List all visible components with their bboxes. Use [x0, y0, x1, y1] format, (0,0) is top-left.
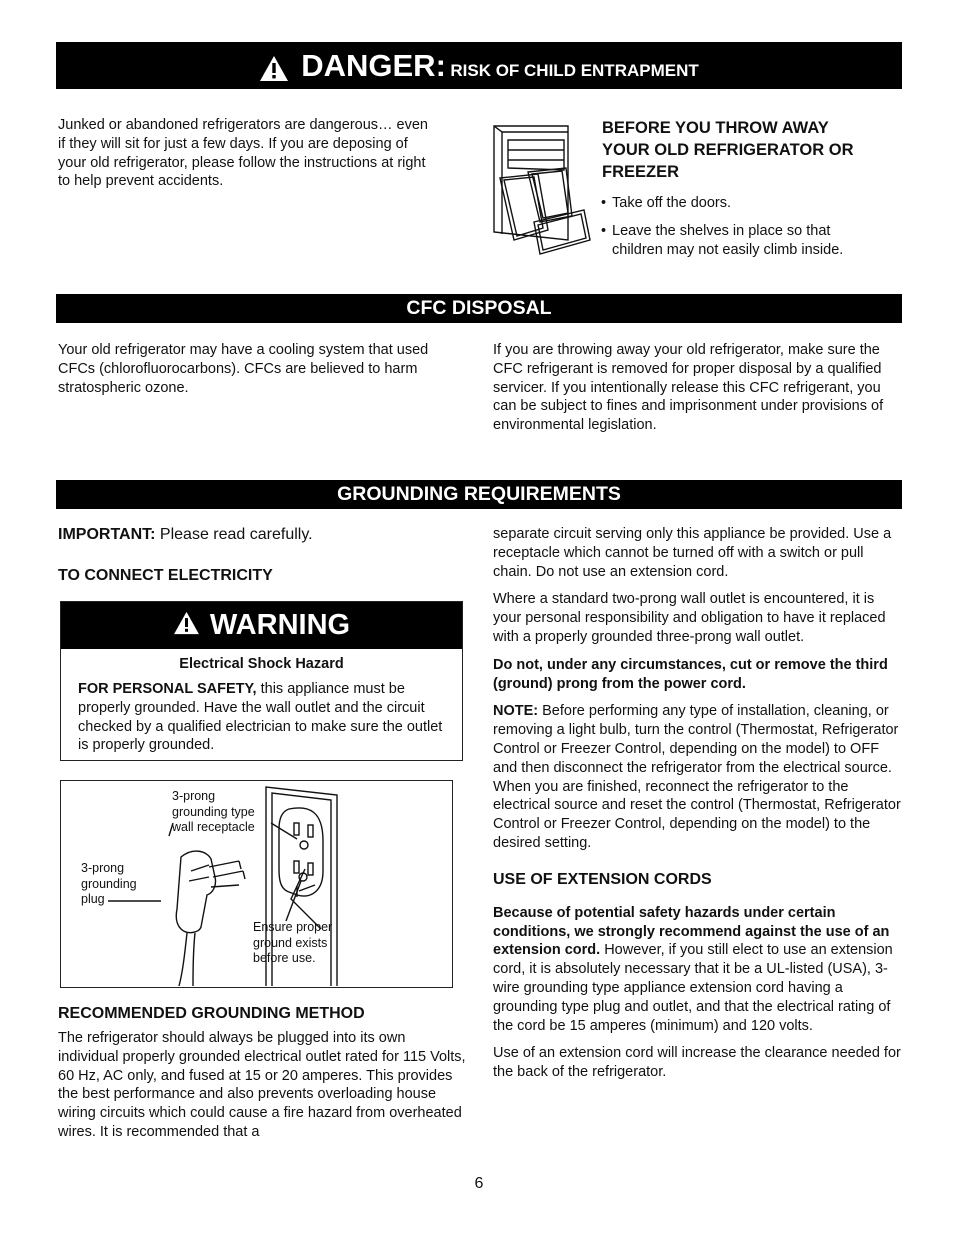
warning-header [61, 602, 462, 649]
warning-text: this appliance must be properly grounded. Have the wall outlet and the circuit checked by a qualified electrician to make sure the outlet is properly grounded. [78, 681, 443, 754]
extension-cords-paragraph [493, 904, 903, 1036]
refrigerator-illustration [488, 122, 592, 258]
danger-intro: Junked or abandoned refrigerators are dangerous… even if they will sit for just a few days. If you are deposing of your old refrigerator, please follow the instructions at right to help prevent accidents. [58, 117, 428, 190]
instruction-leave-shelves: • Leave the shelves in place so that children may not easily climb inside. [601, 222, 881, 260]
grounding-method-text: The refrigerator should always be plugged into its own individual properly grounded electrical outlet rated for 115 Volts, 60 Hz, AC only, and fused at 15 or 20 amperes. This provides the best performance and also prevents overloading house wiring circuits which could cause a fire hazard from overheated wires. It is recommended that a [58, 1030, 466, 1140]
important-text: Please read carefully. [155, 526, 313, 543]
cfc-left-text: Your old refrigerator may have a cooling system that used CFCs (chlorofluorocarbons). CFCs are believed to harm stratospheric ozone. [58, 342, 429, 396]
important-label: IMPORTANT: [58, 526, 156, 543]
two-prong-text: Where a standard two-prong wall outlet is encountered, it is your personal responsibility and obligation to have it replaced with a properly grounded three-prong wall outlet. [493, 591, 886, 645]
warning-word: WARNING [209, 609, 351, 641]
grounding-requirements-banner: GROUNDING REQUIREMENTS [56, 480, 902, 509]
plug-label [81, 861, 137, 908]
plug-label-line: grounding [81, 876, 137, 891]
instruction-take-off-doors: • Take off the doors. [601, 194, 881, 213]
page-number: 6 [474, 1175, 484, 1192]
danger-subtitle: RISK OF CHILD ENTRAPMENT [450, 61, 699, 80]
extension-cords-text: However, if you still elect to use an extension cord, it is absolutely necessary that it be a UL-listed (USA), 3-wire grounding type appliance extension cord having a grounding type plug and outlet, and that the electrical rating of the cord be 15 amperes (minimum) and 120 volts. [493, 942, 893, 1034]
danger-instruction-list [601, 194, 881, 268]
note-paragraph [493, 702, 903, 852]
grounding-right-column [493, 525, 903, 1091]
ground-label-line: ground exists [253, 935, 328, 950]
warning-triangle-icon [173, 611, 200, 635]
note-text: Before performing any type of installation, cleaning, or removing a light bulb, turn the control (Thermostat, Refrigerator Control or Freezer Control, depending on the model) to OFF and then disconnect the refrigerator from the electrical source. When you are finished, reconnect the refrigerator to the electrical source and reset the control (Thermostat, Refrigerator Control or Freezer Control, depending on the model) to the desired setting. [493, 703, 901, 851]
grounding-method-heading: RECOMMENDED GROUNDING METHOD [58, 1005, 365, 1022]
ground-prong-warning: Do not, under any circumstances, cut or remove the third (ground) prong from the power cord. [493, 656, 888, 692]
warning-bold: FOR PERSONAL SAFETY, [78, 681, 257, 697]
extension-cords-heading: USE OF EXTENSION CORDS [493, 870, 712, 888]
plug-label-line: plug [81, 892, 105, 906]
cfc-disposal-banner: CFC DISPOSAL [56, 294, 902, 323]
ground-label-line: before use. [253, 951, 316, 965]
connect-electricity-heading: TO CONNECT ELECTRICITY [58, 567, 273, 584]
receptacle-label-line: wall receptacle [172, 820, 255, 834]
important-line [58, 525, 313, 545]
separate-circuit-text: separate circuit serving only this appliance be provided. Use a receptacle which cannot be turned off with a switch or pull chain. Do not use an extension cord. [493, 526, 892, 580]
warning-box [60, 601, 463, 761]
note-label: NOTE: [493, 703, 539, 720]
ground-label [253, 920, 332, 967]
receptacle-label-line: 3-prong [172, 789, 216, 803]
receptacle-label [172, 789, 255, 836]
ground-label-line: Ensure proper [253, 920, 333, 934]
warning-subtitle: Electrical Shock Hazard [179, 656, 344, 672]
extension-cords-bold: Because of potential safety hazards under certain conditions, we strongly recommend against the use of an extension cord. [493, 904, 890, 959]
warning-body [78, 680, 452, 755]
clearance-text: Use of an extension cord will increase the clearance needed for the back of the refrigerator. [493, 1045, 901, 1081]
danger-banner [56, 42, 902, 89]
danger-word: DANGER: [301, 48, 446, 83]
cfc-right-text: If you are throwing away your old refrigerator, make sure the CFC refrigerant is removed for proper disposal by a qualified servicer. If you intentionally release this CFC refrigerant, you can be subject to fines and imprisonment under provisions of environmental legislation. [493, 342, 884, 434]
grounding-diagram [60, 780, 453, 988]
receptacle-label-line: grounding type [172, 804, 255, 819]
before-throw-away-heading: BEFORE YOU THROW AWAY YOUR OLD REFRIGERATOR OR FREEZER [602, 119, 854, 181]
plug-label-line: 3-prong [81, 861, 125, 875]
warning-triangle-icon [259, 55, 289, 82]
